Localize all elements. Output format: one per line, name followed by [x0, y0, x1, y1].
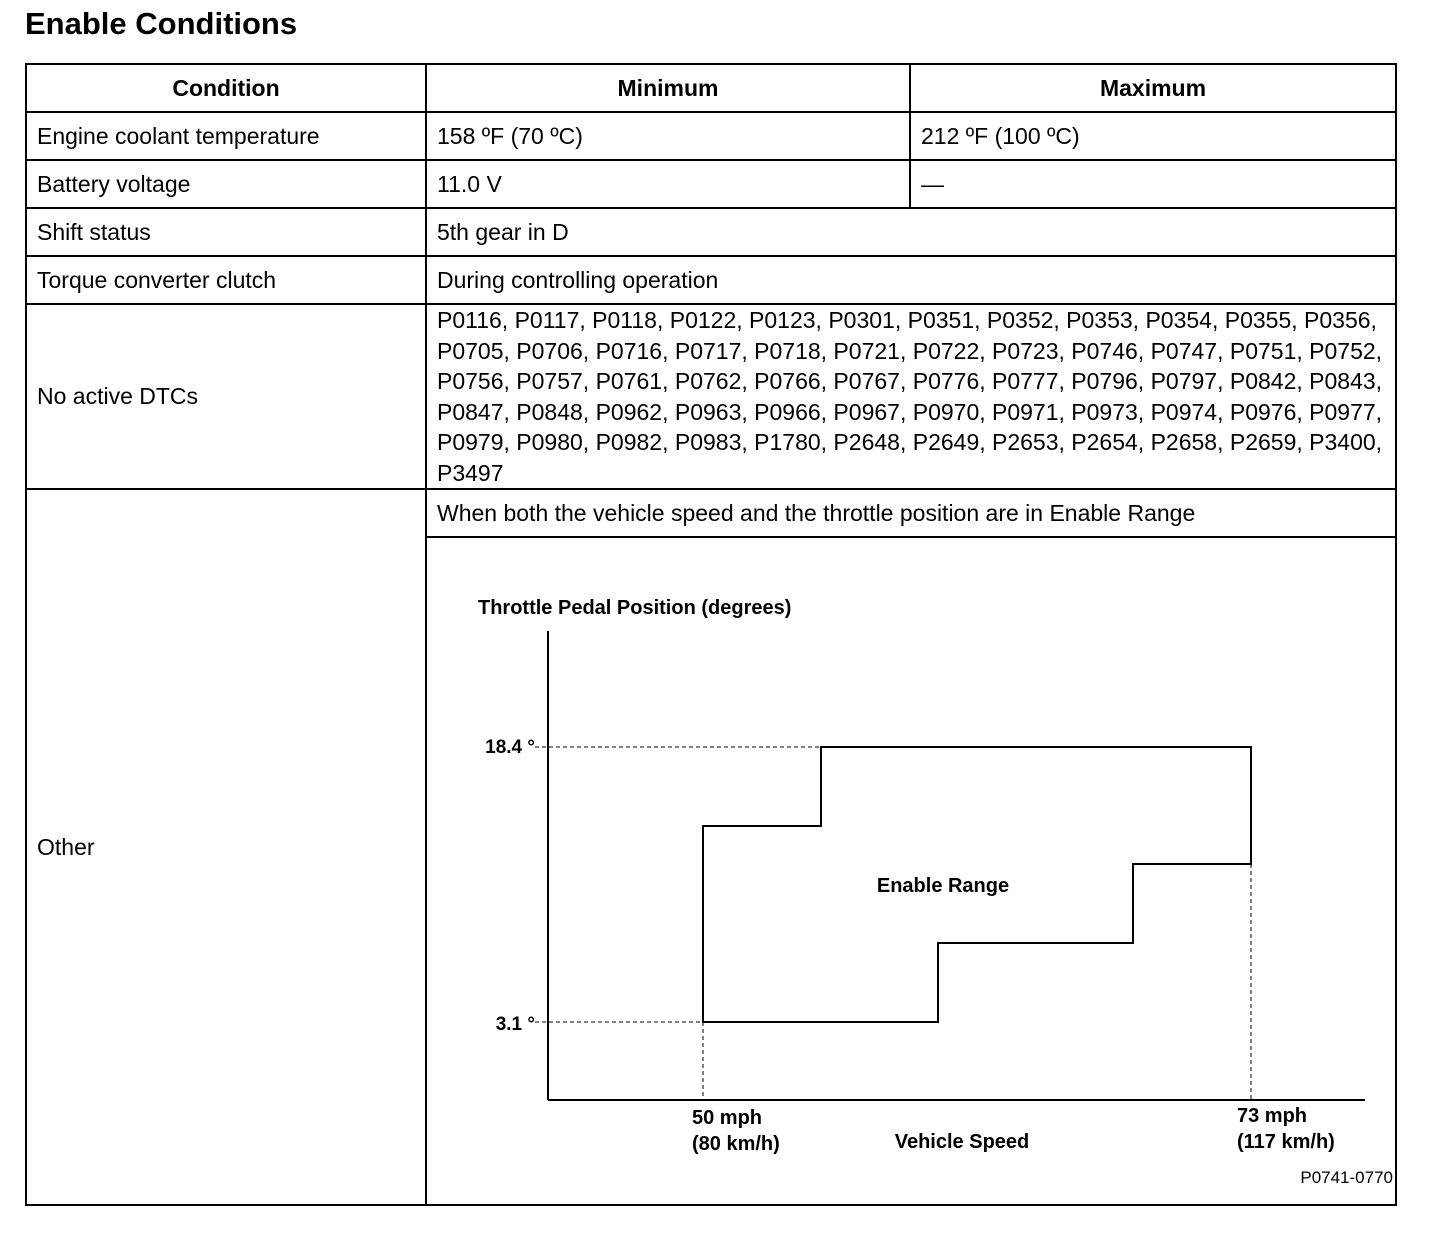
- enable-range-chart: [437, 538, 1405, 1198]
- table-row: [26, 304, 1396, 489]
- header-maximum: Maximum: [910, 64, 1396, 112]
- x-tick-label: 73 mph: [1237, 1105, 1308, 1127]
- header-minimum: Minimum: [426, 64, 910, 112]
- dtc-list-cell: P0116, P0117, P0118, P0122, P0123, P0301, P0351, P0352, P0353, P0354, P0355, P0356, P0705, P0706, P0716, P0717, P0718, P0721, P0722, P0723, P0746, P0747, P0751, P0752, P0756, P0757, P0761, P0762, P0766, P0767, P0776, P0777, P0796, P0797, P0842, P0843, P0847, P0848, P0962, P0963, P0966, P0967, P0970, P0971, P0973, P0974, P0976, P0977, P0979, P0980, P0982, P0983, P1780, P2648, P2649, P2653, P2654, P2658, P2659, P3400, P3497: [426, 304, 1396, 489]
- page-title: Enable Conditions: [25, 6, 298, 41]
- maximum-cell: 212 ºF (100 ºC): [910, 112, 1396, 160]
- condition-cell: No active DTCs: [26, 304, 426, 489]
- table-row: [26, 208, 1396, 256]
- header-condition: Condition: [26, 64, 426, 112]
- table-header-row: [26, 64, 1396, 112]
- table-row: [26, 256, 1396, 304]
- condition-cell: Battery voltage: [26, 160, 426, 208]
- chart-cell: [426, 537, 1396, 1205]
- condition-cell: Torque converter clutch: [26, 256, 426, 304]
- maximum-cell: —: [910, 160, 1396, 208]
- x-tick-label: 50 mph: [692, 1107, 763, 1129]
- value-cell: When both the vehicle speed and the throttle position are in Enable Range: [426, 489, 1396, 537]
- value-cell: During controlling operation: [426, 256, 1396, 304]
- x-tick-label: (80 km/h): [692, 1133, 780, 1155]
- condition-cell: Other: [26, 489, 426, 1205]
- minimum-cell: 11.0 V: [426, 160, 910, 208]
- table-row: [26, 160, 1396, 208]
- condition-cell: Shift status: [26, 208, 426, 256]
- y-tick-label: 3.1 °: [495, 1014, 535, 1035]
- minimum-cell: 158 ºF (70 ºC): [426, 112, 910, 160]
- x-tick-label: (117 km/h): [1237, 1131, 1335, 1153]
- region-label: Enable Range: [876, 875, 1010, 897]
- chart-title: Throttle Pedal Position (degrees): [478, 597, 792, 619]
- value-cell: 5th gear in D: [426, 208, 1396, 256]
- table-row: [26, 489, 1396, 537]
- table-row: [26, 112, 1396, 160]
- y-tick-label: 18.4 °: [485, 737, 535, 758]
- condition-cell: Engine coolant temperature: [26, 112, 426, 160]
- enable-conditions-table: [25, 63, 1397, 1206]
- x-axis-label: Vehicle Speed: [894, 1131, 1030, 1153]
- figure-id: P0741-0770: [1300, 1168, 1393, 1187]
